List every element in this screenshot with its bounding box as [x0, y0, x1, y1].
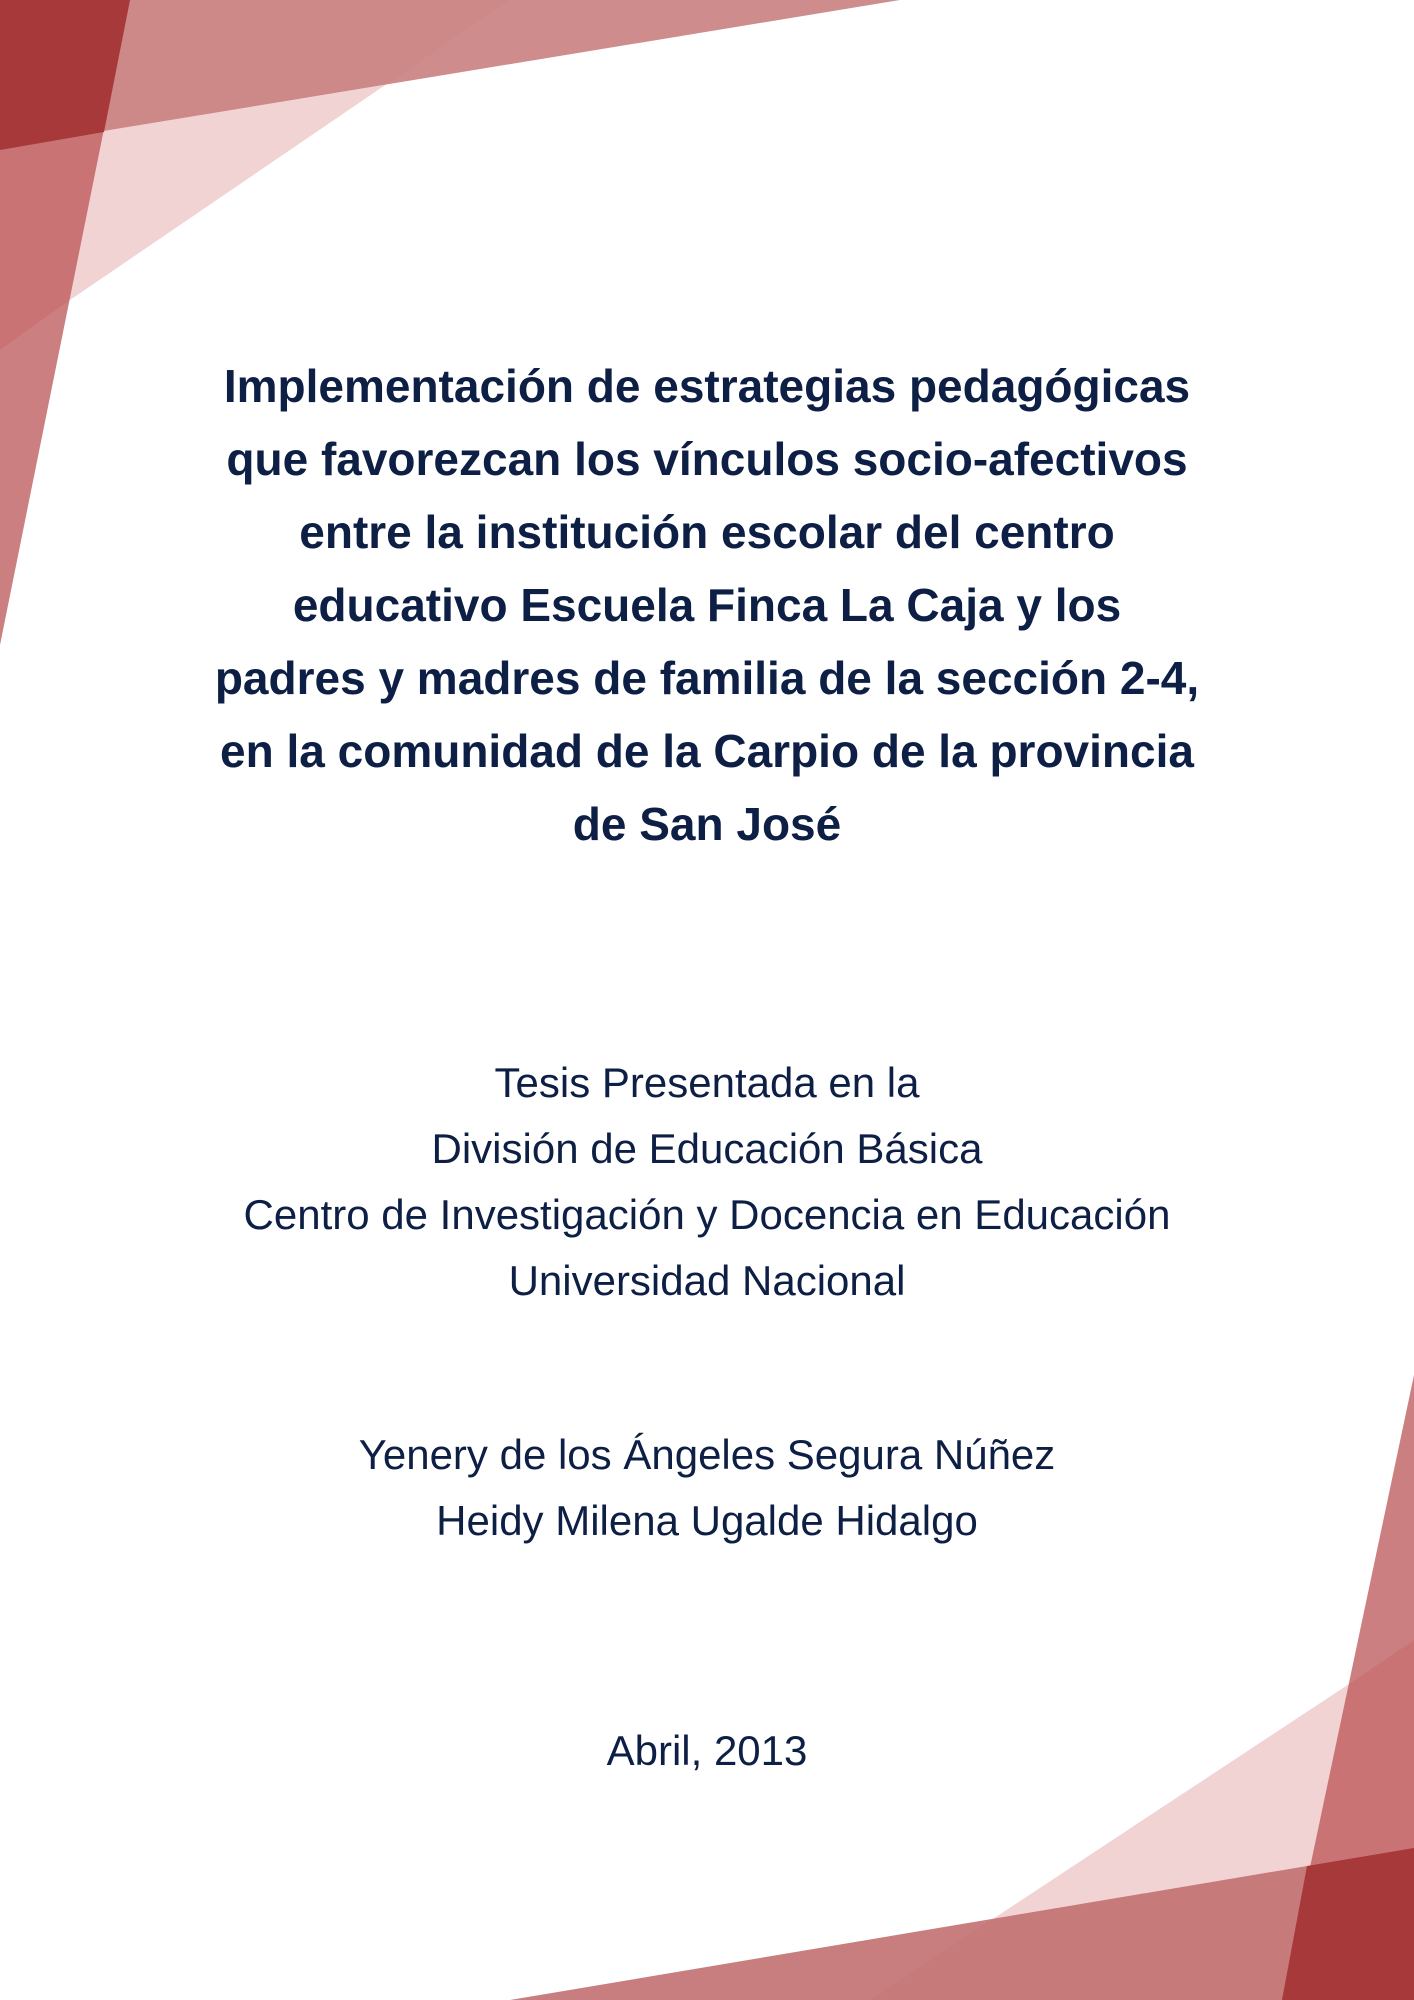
thesis-presented-line: Tesis Presentada en la	[494, 1059, 920, 1106]
institution-info	[120, 1050, 1294, 1314]
university-name: Universidad Nacional	[508, 1257, 906, 1304]
author-name: Yenery de los Ángeles Segura Núñez	[358, 1431, 1056, 1478]
author-name: Heidy Milena Ugalde Hidalgo	[436, 1497, 978, 1544]
title-line: de San José	[572, 798, 842, 850]
center-name: Centro de Investigación y Docencia en Educación	[243, 1191, 1171, 1238]
title-line: entre la institución escolar del centro	[299, 506, 1115, 558]
title-line: educativo Escuela Finca La Caja y los	[292, 579, 1122, 631]
publication-date: Abril, 2013	[606, 1727, 808, 1774]
authors	[120, 1422, 1294, 1554]
title-line: padres y madres de familia de la sección 2-4,	[214, 652, 1200, 704]
division-name: División de Educación Básica	[431, 1125, 983, 1172]
title-line: en la comunidad de la Carpio de la provincia	[220, 725, 1194, 777]
title-line: Implementación de estrategias pedagógicas	[223, 360, 1191, 412]
title-line: que favorezcan los vínculos socio-afectivos	[226, 433, 1188, 485]
thesis-title	[120, 350, 1294, 861]
